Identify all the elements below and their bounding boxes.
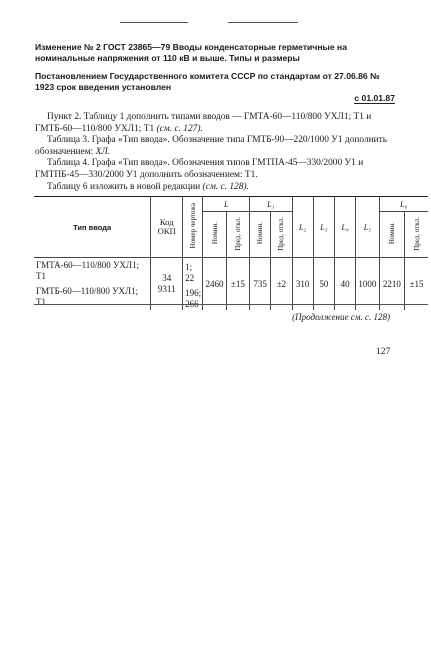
L-nom-cell: 2460 [203,258,226,311]
okp-cell: 34 9311 [151,258,183,311]
L6-nom-header: Номин. [379,212,404,258]
L-nom-header: Номин. [203,212,226,258]
type-a-cell: ГМТА-60—110/800 УХЛ1; Т1 [34,258,151,285]
L4-cell: 40 [335,258,356,311]
paragraph-3: Таблица 4. Графа «Тип ввода». Обозначения типов ГМТПА-45—330/2000 У1 и ГМТПБ-45—330/2000 У1 дополнить обозначением: Т1. [35,158,364,180]
effective-date: с 01.01.87 [354,93,395,103]
col-header-L6: L₆ [379,197,428,212]
col-header-L2: L₂ [292,197,313,258]
top-rule-left [120,22,188,23]
L1-tol-cell: ±2 [271,258,292,311]
L5-cell: 1000 [356,258,379,311]
L3-cell: 50 [313,258,334,311]
col-header-L: L [203,197,250,212]
resolution-text: Постановлением Государственного комитета СССР по стандартам от 27.06.86 № 1923 срок введения установлен [35,71,380,92]
table-bottom-rule [34,304,428,305]
paragraph-4: Таблицу 6 изложить в новой редакции (см. с. 128). [47,181,249,192]
amendment-title: Изменение № 2 ГОСТ 23865—79 Вводы конденсаторные герметичные на номинальные напряжения от 110 кВ и выше. Типы и размеры [35,42,347,63]
L-tol-cell: ±15 [226,258,249,311]
col-header-type: Тип ввода [34,197,151,258]
col-header-L1: L₁ [250,197,292,212]
paragraph-2: Таблица 3. Графа «Тип ввода». Обозначение типа ГМТБ-90—220/1000 У1 дополнить обозначением: ХЛ. [35,135,388,157]
top-rule-right [228,22,298,23]
type-b-cell: ГМТБ-60—110/800 УХЛ1; Т1 [34,284,151,310]
col-header-okp: Код ОКП [151,197,183,258]
L-tol-header: Пред. откл. [226,212,249,258]
continued-note: (Продолжение см. с. 128) [292,312,390,322]
L1-nom-cell: 735 [250,258,271,311]
col-header-L3: L₃ [313,197,334,258]
amendment-body [35,112,397,193]
L1-nom-header: Номин. [250,212,271,258]
paragraph-1: Пункт 2. Таблицу 1 дополнить типами вводов — ГМТА-60—110/800 УХЛ1; Т1 и ГМТБ-60—110/800 УХЛ1; Т1 (см. с. 127). [35,112,372,134]
col-header-L5: L₅ [356,197,379,258]
L2-cell: 310 [292,258,313,311]
L6-nom-cell: 2210 [379,258,404,311]
L6-tol-cell: ±15 [409,279,424,289]
table-row [34,258,428,285]
col-header-L4: L₄ [335,197,356,258]
dimensions-table [34,196,428,310]
page-number: 127 [376,346,391,357]
drawing-b-cell: 196; 266 [183,284,203,310]
col-header-drawing: Номер чертежа [183,197,203,258]
L1-tol-header: Пред. откл. [271,212,292,258]
amendment-header [35,42,395,104]
L6-tol-header: Пред. откл. [405,212,428,258]
drawing-a-cell: 1; 22 [183,258,203,285]
